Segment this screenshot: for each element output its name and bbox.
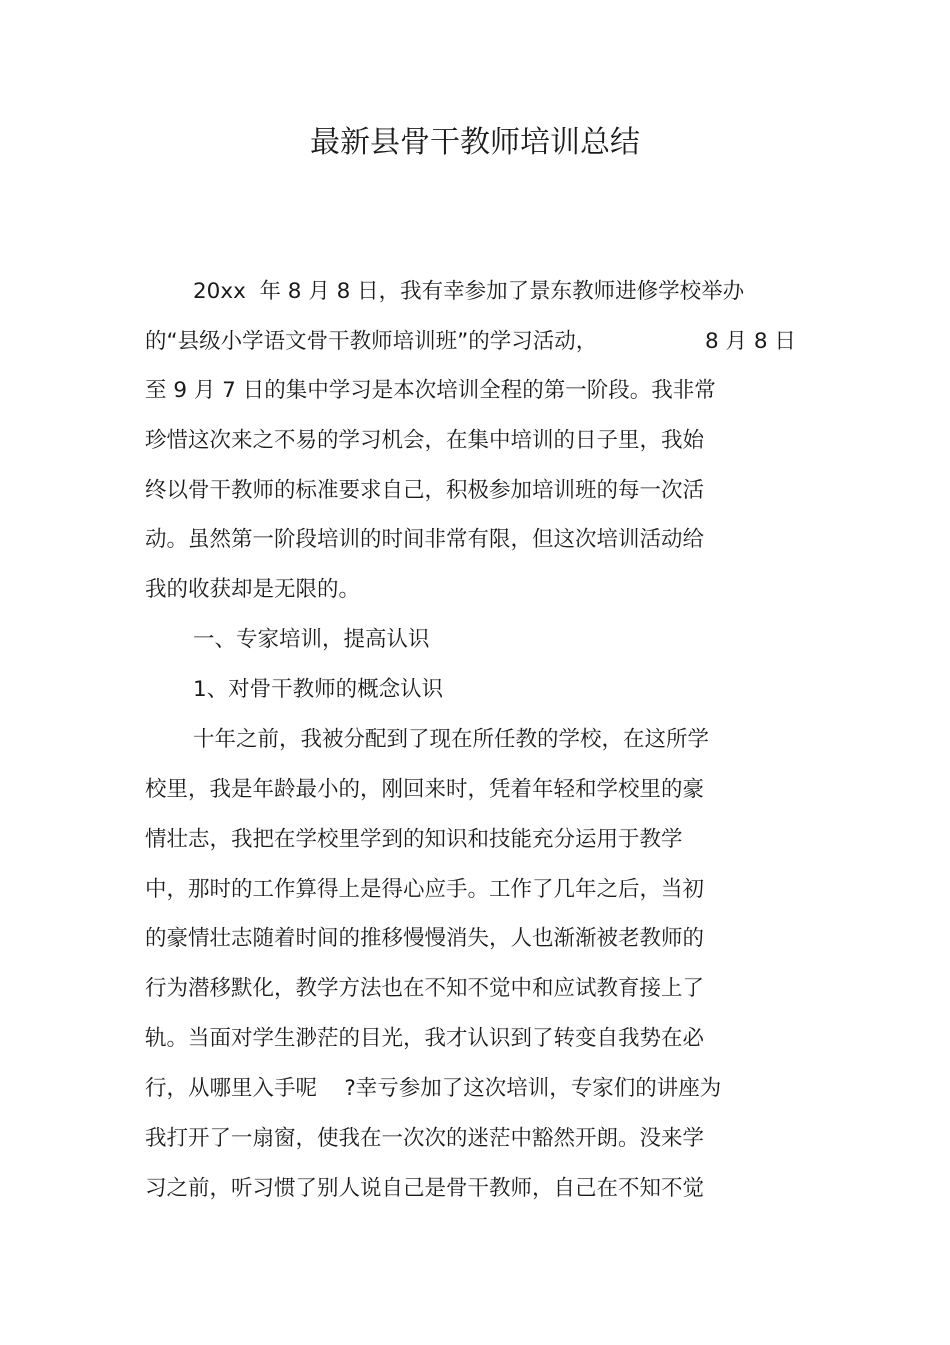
paragraph-line: 我的收获却是无限的。 xyxy=(145,577,361,602)
paragraph-line: 行为潜移默化，教学方法也在不知不觉中和应试教育接上了 xyxy=(145,976,705,1001)
paragraph-line: 的“县级小学语文骨干教师培训班”的学习活动， xyxy=(145,329,598,354)
paragraph-line: 动。虽然第一阶段培训的时间非常有限，但这次培训活动给 xyxy=(145,527,705,552)
paragraph-line: 校里，我是年龄最小的，刚回来时，凭着年轻和学校里的豪 xyxy=(145,777,705,802)
paragraph-line: 轨。当面对学生渺茫的目光，我才认识到了转变自我势在必 xyxy=(145,1026,705,1051)
paragraph-line: 20xx 年 8 月 8 日，我有幸参加了景东教师进修学校举办 xyxy=(193,279,745,304)
paragraph-line: 中，那时的工作算得上是得心应手。工作了几年之后，当初 xyxy=(145,877,705,902)
paragraph-line: 终以骨干教师的标准要求自己，积极参加培训班的每一次活 xyxy=(145,478,705,503)
paragraph-line: 珍惜这次来之不易的学习机会，在集中培训的日子里，我始 xyxy=(145,428,705,453)
subsection-heading: 1、对骨干教师的概念认识 xyxy=(193,677,444,702)
paragraph-line: 习之前，听习惯了别人说自己是骨干教师，自己在不知不觉 xyxy=(145,1176,705,1201)
paragraph-line: 至 9 月 7 日的集中学习是本次培训全程的第一阶段。我非常 xyxy=(145,378,716,403)
paragraph-line: 的豪情壮志随着时间的推移慢慢消失，人也渐渐被老教师的 xyxy=(145,926,705,951)
paragraph-line-date: 8 月 8 日 xyxy=(705,329,796,354)
section-heading: 一、专家培训，提高认识 xyxy=(193,627,430,652)
paragraph-line: 情壮志，我把在学校里学到的知识和技能充分运用于教学 xyxy=(145,827,683,852)
paragraph-line: 我打开了一扇窗，使我在一次次的迷茫中豁然开朗。没来学 xyxy=(145,1126,705,1151)
paragraph-line: 行，从哪里入手呢 ?幸亏参加了这次培训，专家们的讲座为 xyxy=(145,1076,722,1101)
document-title: 最新县骨干教师培训总结 xyxy=(310,125,640,160)
paragraph-line: 十年之前，我被分配到了现在所任教的学校，在这所学 xyxy=(193,727,710,752)
